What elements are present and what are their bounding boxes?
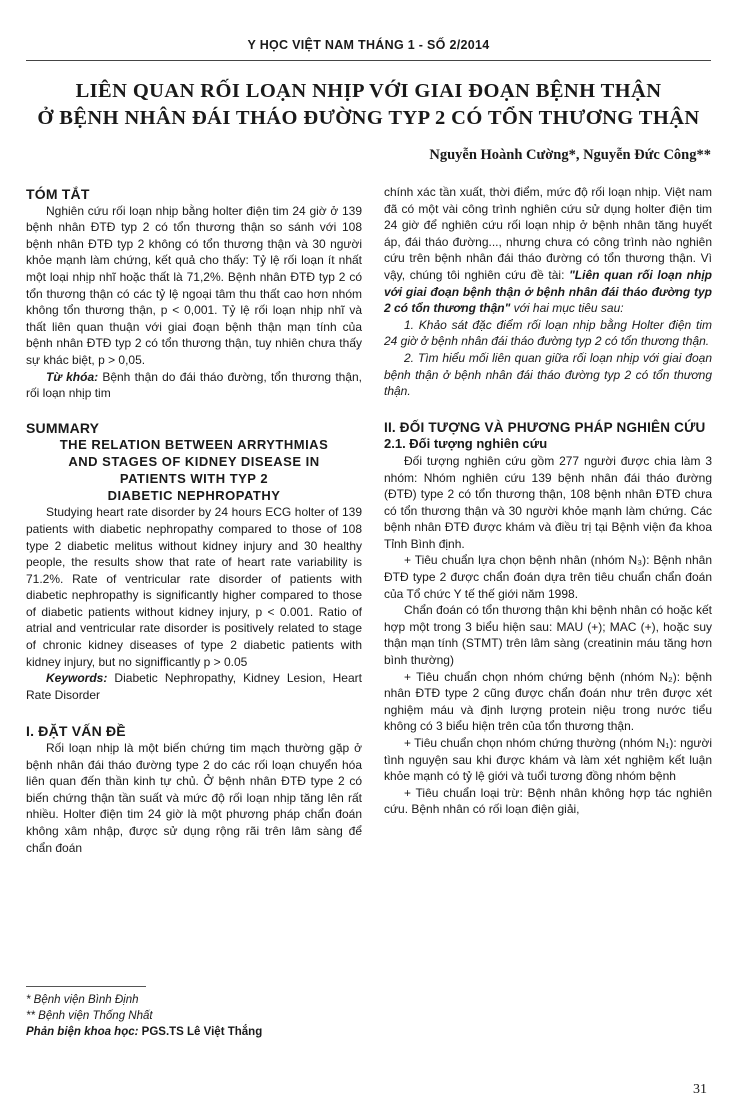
title-line-2: Ở BỆNH NHÂN ĐÁI THÁO ĐƯỜNG TYP 2 CÓ TỔN THƯƠNG THẬN: [37, 107, 700, 129]
reviewer-label: Phản biện khoa học:: [26, 1026, 139, 1038]
left-column: [26, 186, 362, 856]
paragraph-subjects: Đối tượng nghiên cứu gồm 277 người được chia làm 3 nhóm: Nhóm nghiên cứu 139 bệnh nhân đái tháo đường (ĐTĐ) type 2 có tổn thương thận, 108 bệnh nhân ĐTĐ chưa có tổn thương thận và 30 người khỏe mạnh làm chứng. Các bệnh nhân ĐTĐ được khám và điều trị tại Bệnh viện đa khoa Tỉnh Bình định.: [384, 453, 712, 551]
section-2-heading: II. ĐỐI TƯỢNG VÀ PHƯƠNG PHÁP NGHIÊN CỨU: [384, 419, 706, 435]
keywords-vi-label: Từ khóa:: [46, 369, 99, 384]
subsection-2-1-heading: 2.1. Đối tượng nghiên cứu: [384, 436, 548, 452]
paragraph-exclusion: + Tiêu chuẩn loại trừ: Bệnh nhân không hợp tác nghiên cứu. Bệnh nhân có rối loạn điện giải,: [384, 785, 712, 817]
right-column: [384, 184, 712, 818]
footnotes: [26, 992, 362, 1040]
footnote-1: * Bệnh viện Bình Định: [26, 994, 139, 1006]
summary-title-line: AND STAGES OF KIDNEY DISEASE IN: [68, 454, 320, 470]
paragraph-criteria-n2: + Tiêu chuẩn chọn nhóm chứng bệnh (nhóm N₂): bệnh nhân ĐTĐ type 2 cũng được chẩn đoán như trên được xét nghiệm máu và định lượng protein niệu trong nước tiểu không có 3 biểu hiện trên của tổn thương thận.: [384, 669, 712, 734]
summary-keywords: [26, 670, 362, 703]
abstract-vi-keywords: [26, 369, 362, 402]
summary-title: [26, 436, 362, 504]
footnote-rule: [26, 986, 146, 987]
study-title-quote: "Liên quan rối loạn nhịp với giai đoạn bệnh thận ở bệnh nhân đái tháo đường typ 2 có tổn thương thận": [384, 267, 713, 316]
authors: Nguyễn Hoành Cường*, Nguyễn Đức Công**: [429, 147, 711, 163]
objective-1: 1. Khảo sát đặc điểm rối loạn nhịp bằng Holter điện tim 24 giờ ở bệnh nhân đái tháo đường typ 2 có tổn thương thận.: [384, 317, 712, 349]
keywords-en-label: Keywords:: [46, 671, 108, 686]
summary-title-line: PATIENTS WITH TYP 2: [119, 471, 269, 487]
summary-heading: SUMMARY: [26, 419, 100, 436]
keywords-en: Diabetic Nephropathy, Kidney Lesion, Heart Rate Disorder: [26, 671, 362, 702]
intro-continued: [384, 184, 712, 317]
journal-header: Y HỌC VIỆT NAM THÁNG 1 - SỐ 2/2014: [247, 38, 490, 52]
summary-title-line: THE RELATION BETWEEN ARRYTHMIAS: [59, 437, 329, 453]
summary-title-line: DIABETIC NEPHROPATHY: [107, 488, 281, 504]
section-1-heading: I. ĐẶT VẤN ĐỀ: [26, 723, 126, 740]
header-rule: [26, 60, 711, 61]
section-1-body: Rối loạn nhịp là một biến chứng tim mạch thường gặp ở bệnh nhân đái tháo đường type 2 do các rối loạn chuyển hóa liên quan đến thần kinh tự chủ. Ở bệnh nhân ĐTĐ type 2 có biến chứng thận tần suất và mức độ rối loạn nhịp tăng lên rất nhiều. Holter điện tim 24 giờ là một phương pháp chẩn đoán không xâm nhập, được sử dụng rộng rãi trên lâm sàng để chẩn đoán: [26, 741, 362, 855]
title-line-1: LIÊN QUAN RỐI LOẠN NHỊP VỚI GIAI ĐOẠN BỆNH THẬN: [75, 80, 662, 102]
reviewer-line: [26, 1024, 362, 1040]
article-title: [0, 78, 737, 132]
intro-tail: với hai mục tiêu sau:: [510, 301, 624, 316]
footnote-2: ** Bệnh viện Thống Nhất: [26, 1010, 153, 1022]
summary-body: Studying heart rate disorder by 24 hours ECG holter of 139 patients with diabetic nephropathy compared to those of 108 type 2 diabetic melitus without kidney injury and 30 healthy people, the results show that rate of heart rate variability is 71.2%. Rate of ventricular rate disorder of patients with diabetic nephropathy is significantly higher compared to those of diabetic patients without kidney injury, p < 0.001. Ratio of atrial and ventricular rate disorder is positively related to stage of chronic kidney diseases of type 2 diabetic patients with kidney injury, but no signifficantly p > 0.05: [26, 505, 362, 669]
keywords-vi: Bệnh thận do đái tháo đường, tổn thương thận, rối loạn nhịp tim: [26, 369, 363, 401]
abstract-vi-body: Nghiên cứu rối loạn nhịp bằng holter điện tim 24 giờ ở 139 bệnh nhân ĐTĐ typ 2 có tổn thương thận so sánh với 108 bệnh nhân ĐTĐ typ 2 không có tổn thương thận và 30 người khỏe mạnh làm chứng, kết quả cho thấy: Tỷ lệ rối loạn ít nhất một loại nhịp nhĩ hoặc thất là 71,2%. Bệnh nhân ĐTĐ typ 2 có tổn thương thận có các tỷ lệ ngoại tâm thu thất cao hơn nhóm không tổn thương thận, p < 0,001. Tỷ lệ rối loạn nhịp nhĩ và thất liên quan thuận với giai đoạn bệnh thận mạn tính của bệnh nhân ĐTĐ typ 2 có tổn thương thận, tuy nhiên chưa thấy sự khác biệt, p > 0,05.: [26, 203, 362, 367]
abstract-vi-heading: TÓM TẮT: [26, 186, 90, 202]
paragraph-criteria-n1: + Tiêu chuẩn chọn nhóm chứng thường (nhóm N₁): người tình nguyện sau khi được khám và làm xét nghiệm kết luận khỏe mạnh có tỷ lệ giới và tuổi tương đồng nhóm bệnh: [384, 736, 712, 784]
paragraph-criteria-n3: + Tiêu chuẩn lựa chọn bệnh nhân (nhóm N₃): Bệnh nhân ĐTĐ type 2 được chẩn đoán dựa trên tiêu chuẩn chẩn đoán của Tổ chức Y tế thế giới năm 1998.: [384, 553, 712, 601]
objective-2: 2. Tìm hiểu mối liên quan giữa rối loạn nhịp với giai đoạn bệnh thận ở bệnh nhân đái tháo đường typ 2 có tổn thương thận.: [384, 350, 712, 399]
paragraph-kidney-diagnosis: Chẩn đoán có tổn thương thận khi bệnh nhân có hoặc kết hợp một trong 3 biểu hiện sau: MAU (+); MAC (+), hoặc suy thận mạn tính (STMT) trên lâm sàng (creatinin máu tăng hơn bình thường): [384, 603, 712, 668]
page-number: 31: [693, 1082, 707, 1097]
reviewer-name: PGS.TS Lê Việt Thắng: [138, 1026, 263, 1038]
intro-text: chính xác tần xuất, thời điểm, mức độ rối loạn nhịp. Việt nam đã có một vài công trình nghiên cứu sử dụng holter điện tim 24 giờ để nghiên cứu rối loạn nhịp ở bệnh nhân tăng huyết áp, đái tháo đường..., nhưng chưa có công trình nào nghiên cứu trên bệnh nhân đái tháo đường có tổn thương thận. Vì vậy, chúng tôi nghiên cứu đề tài:: [384, 185, 712, 282]
